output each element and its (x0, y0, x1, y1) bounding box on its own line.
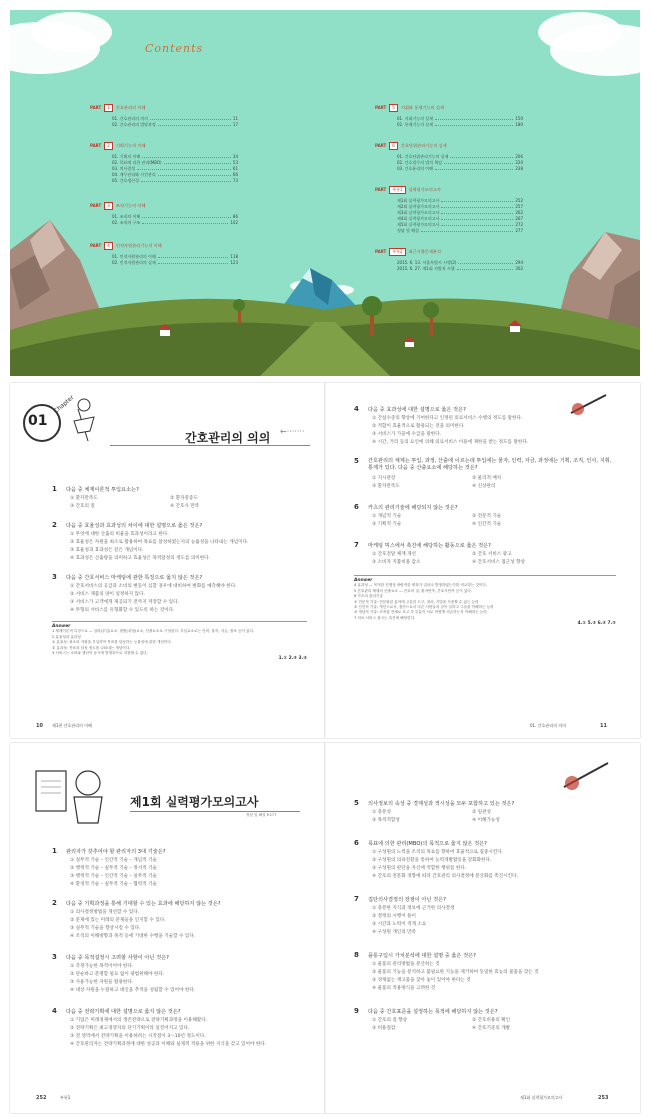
toc-entry-title: 02. 목표에 의한 관리(MBO) (112, 160, 162, 165)
question-text: 다음 중 간호서비스 마케팅에 관한 특징으로 옳지 않은 것은? (66, 575, 203, 581)
part-number: 2 (104, 142, 113, 150)
option[interactable]: ④ 간호의 전문화 경향에 따라 간호관리 의사결정에 분산화를 촉진시킨다. (372, 874, 518, 879)
part-3-block (90, 202, 238, 226)
option[interactable]: ④ 무형의 서비스를 유형화할 수 있도록 하는 것이다. (70, 608, 175, 613)
part-name: 조직기능의 이해 (115, 203, 146, 208)
part-label: PART (90, 243, 102, 248)
part-number: 3 (104, 202, 113, 210)
option[interactable]: ② 간호 서비스 광고 (472, 552, 512, 557)
option[interactable]: ③ 효율성과 효과성은 같은 개념이다. (70, 548, 144, 553)
option[interactable]: ② 전문적 기술 (472, 514, 502, 519)
toc-entry-title: 제2회 실력평가모의고사 (397, 204, 440, 209)
running-header: 제1회 실력평가모의고사 (520, 1095, 563, 1100)
toc-entry-title: 01. 간호단위관리기능의 실제 (397, 154, 449, 159)
part-4-block (90, 242, 238, 266)
question-text: 집단의사결정의 장점이 아닌 것은? (368, 897, 446, 903)
toc-entry[interactable] (375, 166, 523, 172)
page-number: 11 (600, 723, 607, 729)
option[interactable]: ④ 이해가능성 (472, 818, 500, 823)
option[interactable]: ① 실무적 기술 – 인간적 기술 – 개념적 기술 (70, 858, 157, 863)
option[interactable]: ③ 서비스가 가을에 수급을 말한다. (372, 432, 442, 437)
option[interactable]: ④ 간호관리자는 전략기획과정에 대한 성공과 이해와 실제적 적용을 위한 지식을 갖고 있어야 한다. (70, 1042, 267, 1047)
toc-entry-title: 제3회 실력평가모의고사 (397, 210, 440, 215)
option[interactable]: ④ 신상관리 (472, 484, 496, 489)
toc-entry-title: 01. 인적자원관리의 이해 (112, 254, 156, 259)
answer-box (354, 575, 616, 627)
toc-entry-page: 257 (515, 204, 523, 209)
option[interactable]: ② 결정의 시행이 용이 (372, 914, 417, 919)
option[interactable]: ③ 실무적 기술을 향상시킬 수 있다. (70, 926, 141, 931)
exam-title: 제1회 실력평가모의고사 (130, 795, 259, 809)
question-text: 플롱구입시 가치분석에 대한 설명 중 옳은 것은? (368, 953, 476, 959)
answer-line: 1 체계이론적 특징으로 — 입력(투입)요소, 변환(과정)요소, 산출요소로 구성된다. 투입요소로는 인력, 물자, 자금, 정보 등이 있다. (52, 629, 255, 634)
part-name: 기획기능의 이해 (115, 143, 146, 148)
option[interactable]: ② 일관성 (472, 810, 491, 815)
option[interactable]: ③ 전 영역에서 전략기획을 이용하려는 시작점이 3～10년 정도이다. (70, 1034, 206, 1039)
chapter-number: 01 (28, 413, 48, 429)
answer-line: ③ 개념적 기술: 조직을 전체로 보고 각 부분이 서로 어떻게 의존하는지 이해하는 능력 (354, 610, 487, 615)
toc-entry-page: 302 (515, 266, 523, 271)
title-underline (110, 445, 310, 446)
question-text: 카츠의 관리기술에 해당되지 않는 것은? (368, 505, 458, 511)
answer-line: 3 서비스는 소비와 생산이 동시에 발생하므로 저장할 수 없다. (52, 651, 148, 656)
part-name: 실력평가모의고사 (408, 187, 441, 192)
option[interactable]: ② 물리적 배치 (472, 476, 502, 481)
question-number: 8 (354, 951, 359, 959)
option[interactable]: ② 행정적 기술 – 실무적 기술 – 정서적 기술 (70, 866, 157, 871)
question-number: 1 (52, 847, 57, 855)
question-text: 다음 중 간호표준을 설정하는 목적에 해당하지 않는 것은? (368, 1009, 498, 1015)
option[interactable]: ① 물품의 관리방법을 분산하는 것 (372, 962, 440, 967)
part-name: 간호단위관리기능의 실제 (400, 143, 447, 148)
toc-entry-title: 04. 재무관리와 시간관리 (112, 172, 156, 177)
toc-entry-title: 제1회 실력평가모의고사 (397, 198, 440, 203)
answer-heading: Answer (52, 624, 71, 629)
part-number: 6 (389, 142, 398, 150)
toc-entry-page: 11 (232, 116, 238, 121)
answer-line: 2 효율성과 효과성 (52, 634, 81, 639)
toc-entry-page: 102 (230, 220, 238, 225)
question-number: 3 (52, 573, 57, 581)
option[interactable]: ② 서비스 제품의 양이 일정하지 않다. (70, 592, 146, 597)
toc-entry-title: 제4회 실력평가모의고사 (397, 216, 440, 221)
toc-entry-title: 02. 간호업무의 법적 책임 (397, 160, 442, 165)
question-text: 다음 중 효과성에 대한 설명으로 옳은 것은? (368, 407, 466, 413)
toc-entry-page: 61 (232, 166, 238, 171)
toc-entry-page: 294 (515, 260, 523, 265)
question-number: 6 (354, 503, 359, 511)
toc-entry-page: 252 (515, 198, 523, 203)
toc-entry-page: 220 (515, 160, 523, 165)
mock-exam-spread (10, 743, 640, 1113)
question-number: 7 (354, 895, 359, 903)
option[interactable]: ② 간호비용의 확인 (472, 1018, 511, 1023)
contents-page (10, 10, 640, 376)
option[interactable]: ② 구성원의 의욕전환을 통하여 능력개발활동을 강화화한다. (372, 858, 492, 863)
toc-entry[interactable] (90, 260, 238, 266)
option[interactable]: ① 충분한 지식과 정보에 근거한 의사결정 (372, 906, 455, 911)
toc-entry-title: 03. 의사결정 (112, 166, 136, 171)
option[interactable]: ② 단순하고 분명할 필요 없이 광범위해야 한다. (70, 972, 165, 977)
part-6-block (375, 142, 523, 172)
option[interactable]: ① 무엇에 대한 산출의 비율을 효과성이라고 한다. (70, 532, 169, 537)
question-text: 다음 중 기획과정을 통해 기대할 수 있는 효과에 해당하지 않는 것은? (66, 901, 221, 907)
option[interactable]: ① 개념적 기술 (372, 514, 402, 519)
option[interactable]: ④ 대상 자원을 누릴하고 대신을 추적을 성립할 수 있어야 한다. (70, 988, 196, 993)
toc-entry-title: 01. 간호관리의 의의 (112, 116, 148, 121)
option[interactable]: ③ 사용가능한 자원을 활용한다. (70, 980, 134, 985)
toc-entry-page: 267 (515, 216, 523, 221)
part-label: PART (90, 203, 102, 208)
toc-entry-page: 118 (230, 254, 238, 259)
toc-entry-page: 277 (515, 228, 523, 233)
toc-entry-title: 2015. 6. 13. 서울특별시 시행(2) (397, 260, 457, 265)
option[interactable]: ③ 구성원의 판단을 자신에 적합한 행위를 한다. (372, 866, 467, 871)
part-1-block (90, 104, 238, 128)
part-2-block (90, 142, 238, 184)
option[interactable]: ④ 인간적 기술 (472, 522, 502, 527)
question-number: 4 (354, 405, 359, 413)
running-header: 01. 간호관리의 의의 (530, 723, 566, 728)
toc-entry-title: 02. 인적자원관리의 실제 (112, 260, 156, 265)
nurse-character-illustration (32, 763, 112, 827)
toc-entry-page: 206 (515, 154, 523, 159)
toc-entry-page: 262 (515, 210, 523, 215)
toc-entry-page: 150 (515, 116, 523, 121)
toc-entry-page: 66 (232, 172, 238, 177)
question-text: 목표에 의한 관리(MBO)의 목적으로 옳지 않은 것은? (368, 841, 487, 847)
option[interactable]: ④ 효과성은 산출량을 의미하고 효율성은 목적달성의 정도를 의미한다. (70, 556, 211, 561)
question-number: 6 (354, 839, 359, 847)
part-name: 간호관리의 이해 (115, 105, 146, 110)
option[interactable]: ② 적합이 효율적으로 활용되는 것을 의미한다. (372, 424, 465, 429)
answer-line: 5 간호관리 체계의 산출요소 — 간호의 질, 환자만족, 간호사만족 등이 있다. (354, 588, 472, 593)
pen-illustration (566, 389, 616, 419)
option[interactable]: ① 측정가능한 목적이어야 한다. (70, 964, 134, 969)
toc-entry[interactable] (90, 220, 238, 226)
option[interactable]: ② 문제에 있는 미래의 문제들을 인지할 수 있다. (70, 918, 166, 923)
question-text: 다음 중 효율성과 효과성의 차이에 대한 설명으로 옳은 것은? (66, 523, 203, 529)
option[interactable]: ④ 시간, 거리 등의 요인에 의해 의료서비스 이용에 제한을 받는 정도를 말한다. (372, 440, 529, 445)
option[interactable]: ③ 기획적 기술 (372, 522, 402, 527)
toc-entry[interactable] (375, 228, 523, 234)
option[interactable]: ① 기업은 미래경제에서의 생존전략으로 전략기획과정을 이용해왔다. (70, 1018, 208, 1023)
option[interactable]: ① 충분성 (372, 810, 391, 815)
toc-entry-page: 73 (232, 178, 238, 183)
option[interactable]: ① 간호의 질 향상 (372, 1018, 408, 1023)
toc-entry-title: 02. 통제기능의 실제 (397, 122, 433, 127)
option[interactable]: ① 지시관장 (372, 476, 396, 481)
answer-line: ① 효율성: 최소의 자원을 투입하여 목표를 달성하는 능률성에 관한 개념이다. (52, 640, 173, 645)
option[interactable]: ④ 물품의 적용방식을 고려한 것 (372, 986, 436, 991)
option[interactable]: ③ 행정적 기술 – 인간적 기술 – 실무적 기술 (70, 874, 157, 879)
appendix-1-block (375, 186, 523, 234)
toc-entry-title: 2015. 6. 27. 제1회 지방직 시행 (397, 266, 455, 271)
toc-entry-page: 123 (230, 260, 238, 265)
arrow-icon: ←······· (280, 427, 305, 436)
part-label: PART (375, 105, 387, 110)
option[interactable]: ④ 구성원 개인의 만족 (372, 930, 417, 935)
part-number: 5 (389, 104, 398, 112)
question-number: 3 (52, 953, 57, 961)
part-number: 부록2 (389, 248, 405, 256)
option[interactable]: ① 의사결정방법을 개선할 수 있다. (70, 910, 140, 915)
page-number: 252 (36, 1095, 47, 1101)
part-5-block (375, 104, 523, 128)
answer-line: 4 효과성 — 목적한 진행상 바람직한 변화가 얼마나 발생하였는가를 비교하는 것이다. (354, 583, 488, 588)
toc-entry-page: 272 (515, 222, 523, 227)
question-text: 다음 중 전략기획에 대한 설명으로 옳지 않은 것은? (66, 1009, 181, 1015)
option[interactable]: ③ 목적적합성 (372, 818, 400, 823)
question-number: 2 (52, 899, 57, 907)
toc-entry-title: 01. 기획의 이해 (112, 154, 141, 159)
question-number: 1 (52, 485, 57, 493)
option[interactable]: ③ 소비자 지불비용 감소 (372, 560, 421, 565)
exam-subtitle: 정답 및 해설 P.277 (246, 813, 277, 817)
appendix-2-block (375, 248, 523, 272)
answer-key: 4.① 5.③ 6.③ 7.② (577, 621, 616, 627)
question-text: 의사정보의 속성 중 경제성과 적시성을 모두 포함하고 있는 것은? (368, 801, 515, 807)
part-label: PART (375, 143, 387, 148)
title-underline (130, 811, 300, 812)
answer-line: ① 전문적 기술: 전문화된 분야에 고유한 도구, 절차, 기법을 사용할 수 있는 능력 (354, 599, 479, 604)
running-header: 부록1 (60, 1095, 71, 1100)
part-label: PART (375, 249, 387, 254)
part-name: 지휘와 통제기능의 실제 (400, 105, 444, 110)
toc-entry-title: 01. 지휘기능의 실제 (397, 116, 433, 121)
toc-entry-title: 05. 간호생산성 (112, 178, 139, 183)
toc-entry[interactable] (375, 122, 523, 128)
option[interactable]: ④ 환경적 기술 – 실무적 기술 – 협력적 기술 (70, 882, 157, 887)
part-label: PART (90, 105, 102, 110)
toc-entry-title: 정답 및 해설 (397, 228, 419, 233)
toc-entry[interactable] (90, 122, 238, 128)
part-number: 부록1 (389, 186, 405, 194)
toc-entry-page: 34 (232, 154, 238, 159)
page-number: 253 (598, 1095, 609, 1101)
question-number: 2 (52, 521, 57, 529)
answer-line: ② 효과성: 목표의 달성 정도를 나타내는 개념이다. (52, 645, 131, 650)
question-number: 5 (354, 457, 359, 465)
question-number: 4 (52, 1007, 57, 1015)
question-text: 다음 중 체계이론적 투입요소는? (66, 487, 139, 493)
question-text: 다음 중 목적설정시 고려할 사항이 아닌 것은? (66, 955, 169, 961)
option[interactable]: ② 효율성은 자원을 최소로 활용하여 목표를 달성하였는지의 능률성을 나타내는 개념이다. (70, 540, 249, 545)
option[interactable]: ① 간호전달 체계 개선 (372, 552, 417, 557)
part-name: 최근기출문제분석 (408, 249, 441, 254)
chapter-label: Chapter (52, 394, 76, 415)
answer-line: 6 카츠의 관리기술 (354, 594, 383, 599)
toc-entry-page: 180 (515, 122, 523, 127)
toc-entry[interactable] (90, 178, 238, 184)
contents-background-illustration (10, 10, 640, 376)
part-label: PART (90, 143, 102, 148)
option[interactable]: ④ 간호서비스 접근성 향상 (472, 560, 525, 565)
option[interactable]: ③ 비용절감 (372, 1026, 396, 1031)
answer-key: 1.① 2.③ 3.③ (278, 656, 307, 662)
option[interactable]: ② 환자중증도 (170, 496, 198, 501)
chapter-spread (10, 383, 640, 738)
option[interactable]: ① 구성원의 노력을 조직의 목표를 향하여 효율적으로 집중시킨다. (372, 850, 504, 855)
toc-entry-page: 53 (232, 160, 238, 165)
question-text: 마케팅 믹스에서 촉진에 해당하는 활동으로 옳은 것은? (368, 543, 491, 549)
toc-entry-title: 02. 조직의 구조 (112, 220, 141, 225)
answer-line: ② 인간적 기술: 개인으로서, 집단으로서 다른 사람들과 같이 일하고 그들을 이해하는 능력 (354, 605, 494, 610)
running-header: 제1편 간호관리의 이해 (52, 723, 92, 728)
answer-heading: Answer (354, 578, 373, 583)
contents-title: Contents (145, 42, 204, 55)
part-name: 인적자원관리기능의 이해 (115, 243, 162, 248)
option[interactable]: ② 물품의 기능을 분석하고 불필요한 기능을 제거하여 동일한 효능의 물품을 찾는 것 (372, 970, 539, 975)
question-text: 간호관리의 체계는 투입, 과정, 산출에 이르는데 투입에는 물자, 인력, 자금, 과정에는 기획, 조직, 인사, 지휘, 통제가 있다. 다음 중 산출요소에 해당하는 것은? (368, 458, 612, 471)
option[interactable]: ① 간호서비스의 공급과 소비의 변동이 심할 경우에 대비하여 변화를 예측해야 한다. (70, 584, 237, 589)
option[interactable]: ② 전략기획은 최고경영자의 단기기획이라 일컫어지고 있다. (70, 1026, 190, 1031)
option[interactable]: ④ 간호사 만족 (170, 504, 200, 509)
toc-entry-page: 86 (232, 214, 238, 219)
page-number: 10 (36, 723, 43, 729)
question-number: 7 (354, 541, 359, 549)
toc-entry-page: 238 (515, 166, 523, 171)
toc-entry-title: 03. 간호윤리의 이해 (397, 166, 433, 171)
option[interactable]: ③ 경제없는 재고품을 찾아 놓이 있어야 한다는 것 (372, 978, 471, 983)
question-number: 5 (354, 799, 359, 807)
toc-entry-title: 02. 간호관리의 발달과정 (112, 122, 156, 127)
answer-box (52, 621, 307, 662)
answer-line: 7 의료 서비스 광고는 촉진에 해당한다. (354, 615, 416, 620)
option[interactable]: ④ 간호기준의 개발 (472, 1026, 511, 1031)
option[interactable]: ④ 조직의 이해방향과 목적 등에 기대한 수행을 기술할 수 있다. (70, 934, 196, 939)
part-label: PART (375, 187, 387, 192)
toc-entry-title: 01. 조직의 이해 (112, 214, 141, 219)
option[interactable]: ① 환자만족도 (70, 496, 98, 501)
option[interactable]: ③ 간호의 질 (70, 504, 95, 509)
part-number: 1 (104, 104, 113, 112)
option[interactable]: ③ 환자만족도 (372, 484, 400, 489)
toc-entry-page: 17 (232, 122, 238, 127)
chapter-title: 간호관리의 의의 (185, 431, 271, 445)
question-text: 관리자가 갖추어야 할 관리자의 3대 기술은? (66, 849, 166, 855)
toc-entry-title: 제5회 실력평가모의고사 (397, 222, 440, 227)
option[interactable]: ③ 서비스가 고객에게 제공되기 전까지 저장할 수 있다. (70, 600, 179, 605)
pen-illustration (558, 757, 618, 793)
option[interactable]: ① 간섭수준의 향상에 기여한다고 인정된 의료서비스 수행의 정도를 말한다. (372, 416, 523, 421)
option[interactable]: ③ 시간과 노력이 적게 소요 (372, 922, 427, 927)
toc-entry[interactable] (375, 266, 523, 272)
part-number: 4 (104, 242, 113, 250)
question-number: 9 (354, 1007, 359, 1015)
